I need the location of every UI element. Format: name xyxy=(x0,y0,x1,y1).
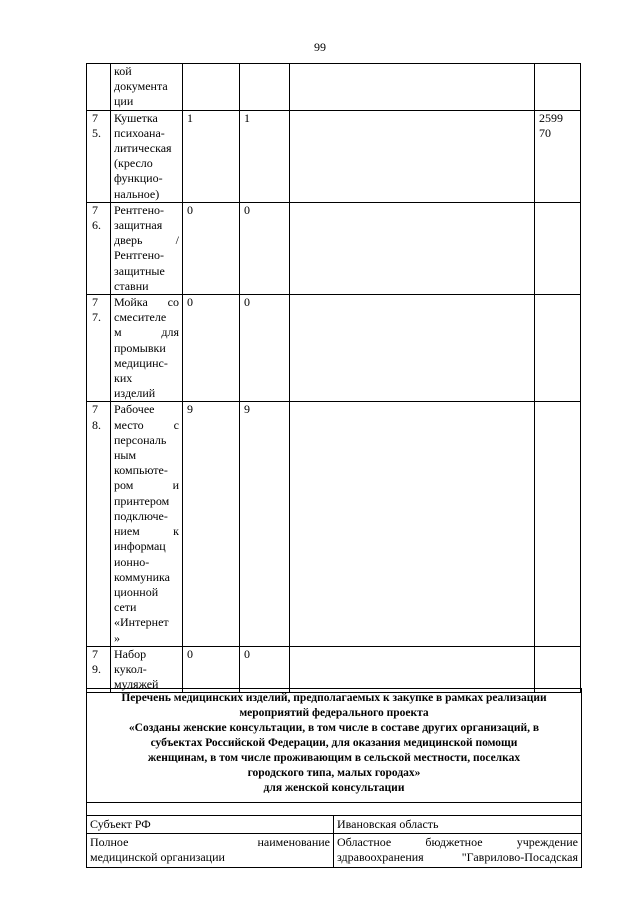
quantity-actual xyxy=(240,64,290,111)
quantity-planned: 9 xyxy=(183,402,240,646)
row-number: 7 7. xyxy=(87,295,111,402)
empty-cell xyxy=(290,202,535,294)
quantity-actual: 9 xyxy=(240,402,290,646)
empty-cell xyxy=(290,402,535,646)
quantity-actual: 1 xyxy=(240,110,290,202)
subject-row xyxy=(87,816,582,834)
item-price xyxy=(535,295,581,402)
empty-cell xyxy=(290,64,535,111)
quantity-planned: 1 xyxy=(183,110,240,202)
subject-label: Субъект РФ xyxy=(87,816,334,834)
row-number: 7 5. xyxy=(87,110,111,202)
item-name: Кушетка психоана- литическая (кресло функцио- нальное) xyxy=(111,110,183,202)
organization-value: Областное бюджетное учреждение здравоохранения "Гаврилово-Посадская xyxy=(334,834,582,867)
quantity-actual: 0 xyxy=(240,646,290,693)
item-price: 2599 70 xyxy=(535,110,581,202)
item-name: Рентгено- защитная дверь / Рентгено- защитные ставни xyxy=(111,202,183,294)
spacer-row xyxy=(87,803,582,816)
list-header-title: Перечень медицинских изделий, предполагаемых к закупке в рамках реализации мероприятий федерального проекта «Созданы женские консультации, в том числе в составе других организаций, в субъектах Российской Федерации, для оказания медицинской помощи женщинам, в том числе проживающим в сельской местности, поселках городского типа, малых городах» для женской консультации xyxy=(87,689,582,803)
subject-value: Ивановская область xyxy=(334,816,582,834)
row-number xyxy=(87,64,111,111)
table-row xyxy=(87,110,581,202)
item-name: Рабочее место с персональ ным компьюте- ром и принтером подключе- нием к информац ионно- коммуника ционной сети «Интернет » xyxy=(111,402,183,646)
list-header-row xyxy=(87,689,582,803)
row-number: 7 9. xyxy=(87,646,111,693)
table-row xyxy=(87,402,581,646)
item-price xyxy=(535,402,581,646)
row-number: 7 6. xyxy=(87,202,111,294)
equipment-table xyxy=(86,63,581,693)
empty-cell xyxy=(290,110,535,202)
empty-cell xyxy=(290,295,535,402)
organization-row xyxy=(87,834,582,867)
quantity-actual: 0 xyxy=(240,295,290,402)
quantity-planned: 0 xyxy=(183,646,240,693)
row-number: 7 8. xyxy=(87,402,111,646)
quantity-planned: 0 xyxy=(183,295,240,402)
item-name: кой документа ции xyxy=(111,64,183,111)
page-number: 99 xyxy=(314,40,326,54)
item-price xyxy=(535,64,581,111)
item-name: Мойка со смесителе м для промывки медицинс- ких изделий xyxy=(111,295,183,402)
table-row xyxy=(87,202,581,294)
empty-cell xyxy=(290,646,535,693)
item-name: Набор кукол- муляжей xyxy=(111,646,183,693)
quantity-planned xyxy=(183,64,240,111)
table-row xyxy=(87,646,581,693)
table-row xyxy=(87,64,581,111)
item-price xyxy=(535,646,581,693)
item-price xyxy=(535,202,581,294)
organization-label: Полное наименование медицинской организации xyxy=(87,834,334,867)
quantity-actual: 0 xyxy=(240,202,290,294)
medical-devices-list-table xyxy=(86,688,582,868)
table-row xyxy=(87,295,581,402)
quantity-planned: 0 xyxy=(183,202,240,294)
